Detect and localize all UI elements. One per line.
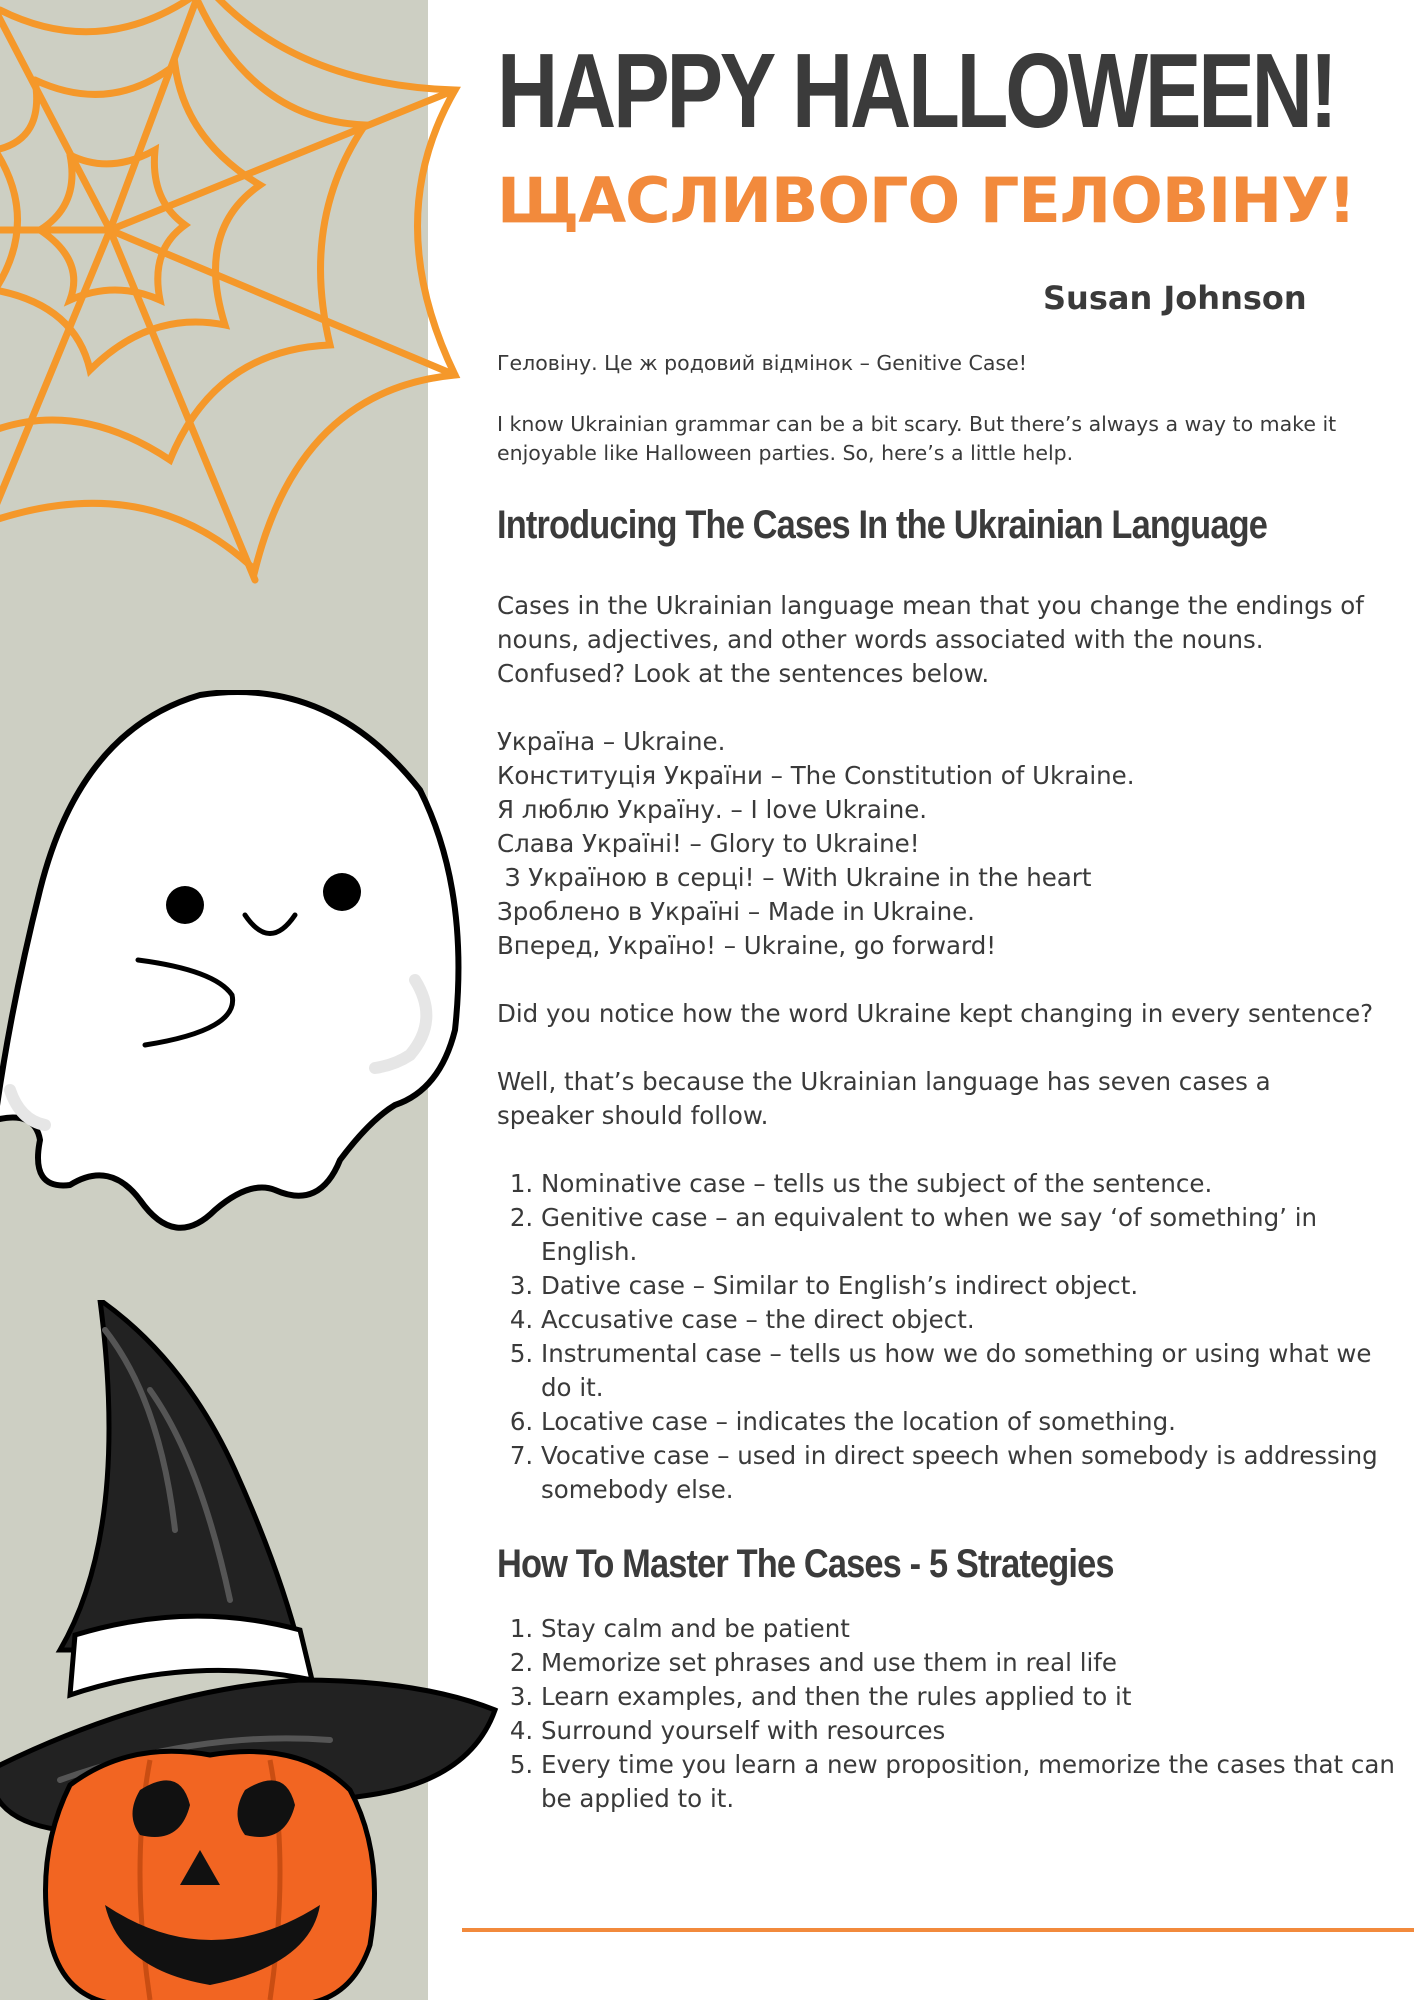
spiderweb-icon — [0, 0, 470, 590]
intro-paragraph: I know Ukrainian grammar can be a bit scary. But there’s always a way to make it enjoyable like Halloween parties. So, here’s a little help. — [497, 412, 1337, 465]
list-item: 7. Vocative case – used in direct speech when somebody is addressing somebody else. — [541, 1439, 1397, 1507]
list-item: 3. Learn examples, and then the rules applied to it — [541, 1680, 1397, 1714]
example-line: З Україною в серці! – With Ukraine in the heart — [497, 863, 1092, 892]
section-body-strategies — [497, 1612, 1397, 1816]
page-title: HAPPY HALLOWEEN! — [497, 32, 1335, 150]
author-name: Susan Johnson — [1043, 279, 1307, 317]
intro-text — [497, 349, 1377, 500]
page-subtitle: ЩАСЛИВОГО ГЕЛОВІНУ! — [497, 164, 1356, 237]
example-line: Вперед, Україно! – Ukraine, go forward! — [497, 931, 997, 960]
footer-divider — [462, 1928, 1414, 1932]
list-item: 5. Every time you learn a new proposition, memorize the cases that can be applied to it. — [541, 1748, 1397, 1816]
section-body-cases — [497, 589, 1397, 1507]
list-item: 3. Dative case – Similar to English’s indirect object. — [541, 1269, 1397, 1303]
list-item: 2. Genitive case – an equivalent to when we say ‘of something’ in English. — [541, 1201, 1397, 1269]
example-line: Слава Україні! – Glory to Ukraine! — [497, 829, 920, 858]
section-heading-cases: Introducing The Cases In the Ukrainian Language — [497, 503, 1268, 547]
paragraph: Cases in the Ukrainian language mean that you change the endings of nouns, adjectives, and other words associated with the nouns. Confused? Look at the sentences below. — [497, 591, 1364, 688]
list-item: 4. Accusative case – the direct object. — [541, 1303, 1397, 1337]
example-line: Зроблено в Україні – Made in Ukraine. — [497, 897, 975, 926]
list-item: 6. Locative case – indicates the location of something. — [541, 1405, 1397, 1439]
list-item: 2. Memorize set phrases and use them in real life — [541, 1646, 1397, 1680]
list-item: 4. Surround yourself with resources — [541, 1714, 1397, 1748]
explanation: Well, that’s because the Ukrainian language has seven cases a speaker should follow. — [497, 1067, 1271, 1130]
list-item: 5. Instrumental case – tells us how we do something or using what we do it. — [541, 1337, 1397, 1405]
jack-o-lantern-icon — [40, 1745, 380, 2000]
list-item: 1. Stay calm and be patient — [541, 1612, 1397, 1646]
intro-line: Геловіну. Це ж родовий відмінок – Genitive Case! — [497, 351, 1027, 375]
example-line: Я люблю Україну. – I love Ukraine. — [497, 795, 928, 824]
question: Did you notice how the word Ukraine kept changing in every sentence? — [497, 999, 1374, 1028]
ghost-icon — [0, 690, 470, 1250]
section-heading-strategies: How To Master The Cases - 5 Strategies — [497, 1542, 1114, 1586]
example-line: Конституція України – The Constitution of Ukraine. — [497, 761, 1135, 790]
strategies-list — [497, 1612, 1397, 1816]
cases-list — [497, 1167, 1397, 1507]
example-line: Україна – Ukraine. — [497, 727, 726, 756]
list-item: 1. Nominative case – tells us the subject of the sentence. — [541, 1167, 1397, 1201]
